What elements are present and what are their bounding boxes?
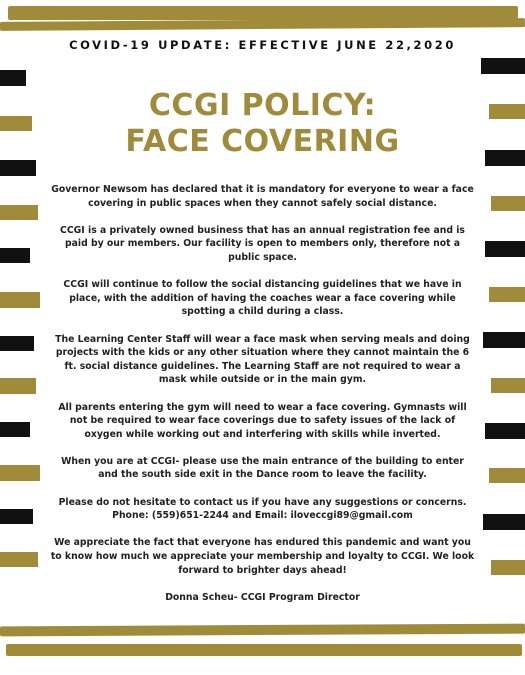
title-line-2: FACE COVERING	[125, 124, 400, 159]
right-stripe	[489, 287, 525, 302]
signature: Donna Scheu- CCGI Program Director	[165, 591, 360, 603]
right-stripe	[491, 560, 525, 575]
page-title	[0, 88, 525, 160]
paragraph-parents: All parents entering the gym will need to wear a face covering. Gymnasts will not be required to wear face coverings due to safety issues of the lack of oxygen while working out and interfering with skills while inverted.	[58, 401, 467, 440]
paragraph-coaches: CCGI will continue to follow the social distancing guidelines that we have in place, with the addition of having the coaches wear a face covering while spotting a child during a class.	[63, 279, 462, 318]
update-header: COVID-19 UPDATE: EFFECTIVE JUNE 22,2020	[69, 38, 456, 52]
paragraph-mandate: Governor Newsom has declared that it is mandatory for everyone to wear a face covering in public spaces when they cannot safely social distance.	[51, 184, 474, 209]
left-stripe	[0, 292, 40, 308]
left-stripe	[0, 509, 33, 524]
left-stripe	[0, 205, 38, 220]
paragraph-private-business: CCGI is a privately owned business that has an annual registration fee and is paid by our members. Our facility is open to members only, therefore not a public space.	[60, 224, 465, 263]
left-stripe	[0, 552, 38, 567]
right-stripe	[483, 332, 525, 348]
left-stripe	[0, 248, 30, 263]
right-stripe	[491, 378, 525, 393]
right-stripe	[489, 468, 525, 483]
paragraph-contact: Please do not hesitate to contact us if you have any suggestions or concerns. Phone: (559)651-2244 and Email: iloveccgi89@gmail.com	[58, 496, 467, 522]
right-stripe	[485, 423, 525, 439]
right-stripe	[483, 514, 525, 530]
paragraph-appreciation: We appreciate the fact that everyone has endured this pandemic and want you to know how much we appreciate your membership and loyalty to CCGI. We look forward to brighter days ahead!	[50, 537, 475, 576]
left-stripe	[0, 378, 36, 394]
top-gold-stroke-2	[0, 18, 525, 31]
left-stripe	[0, 336, 34, 351]
left-stripe	[0, 465, 40, 481]
left-stripe	[0, 70, 26, 86]
left-stripe	[0, 160, 36, 176]
policy-body	[50, 183, 475, 618]
paragraph-entrance: When you are at CCGI- please use the main entrance of the building to enter and the south side exit in the Dance room to leave the facility.	[61, 455, 464, 481]
right-stripe	[491, 196, 525, 211]
right-stripe	[485, 241, 525, 257]
left-stripe	[0, 422, 30, 437]
paragraph-learning-center: The Learning Center Staff will wear a face mask when serving meals and doing projects with the kids or any other situation where they cannot maintain the 6 ft. social distance guidelines. The Learning Staff are not required to wear a mask while outside or in the main gym.	[55, 333, 470, 386]
title-line-1: CCGI POLICY:	[148, 88, 377, 123]
bottom-gold-stroke	[0, 624, 525, 637]
bottom-gold-stroke-2	[6, 644, 522, 656]
right-stripe	[481, 58, 525, 74]
